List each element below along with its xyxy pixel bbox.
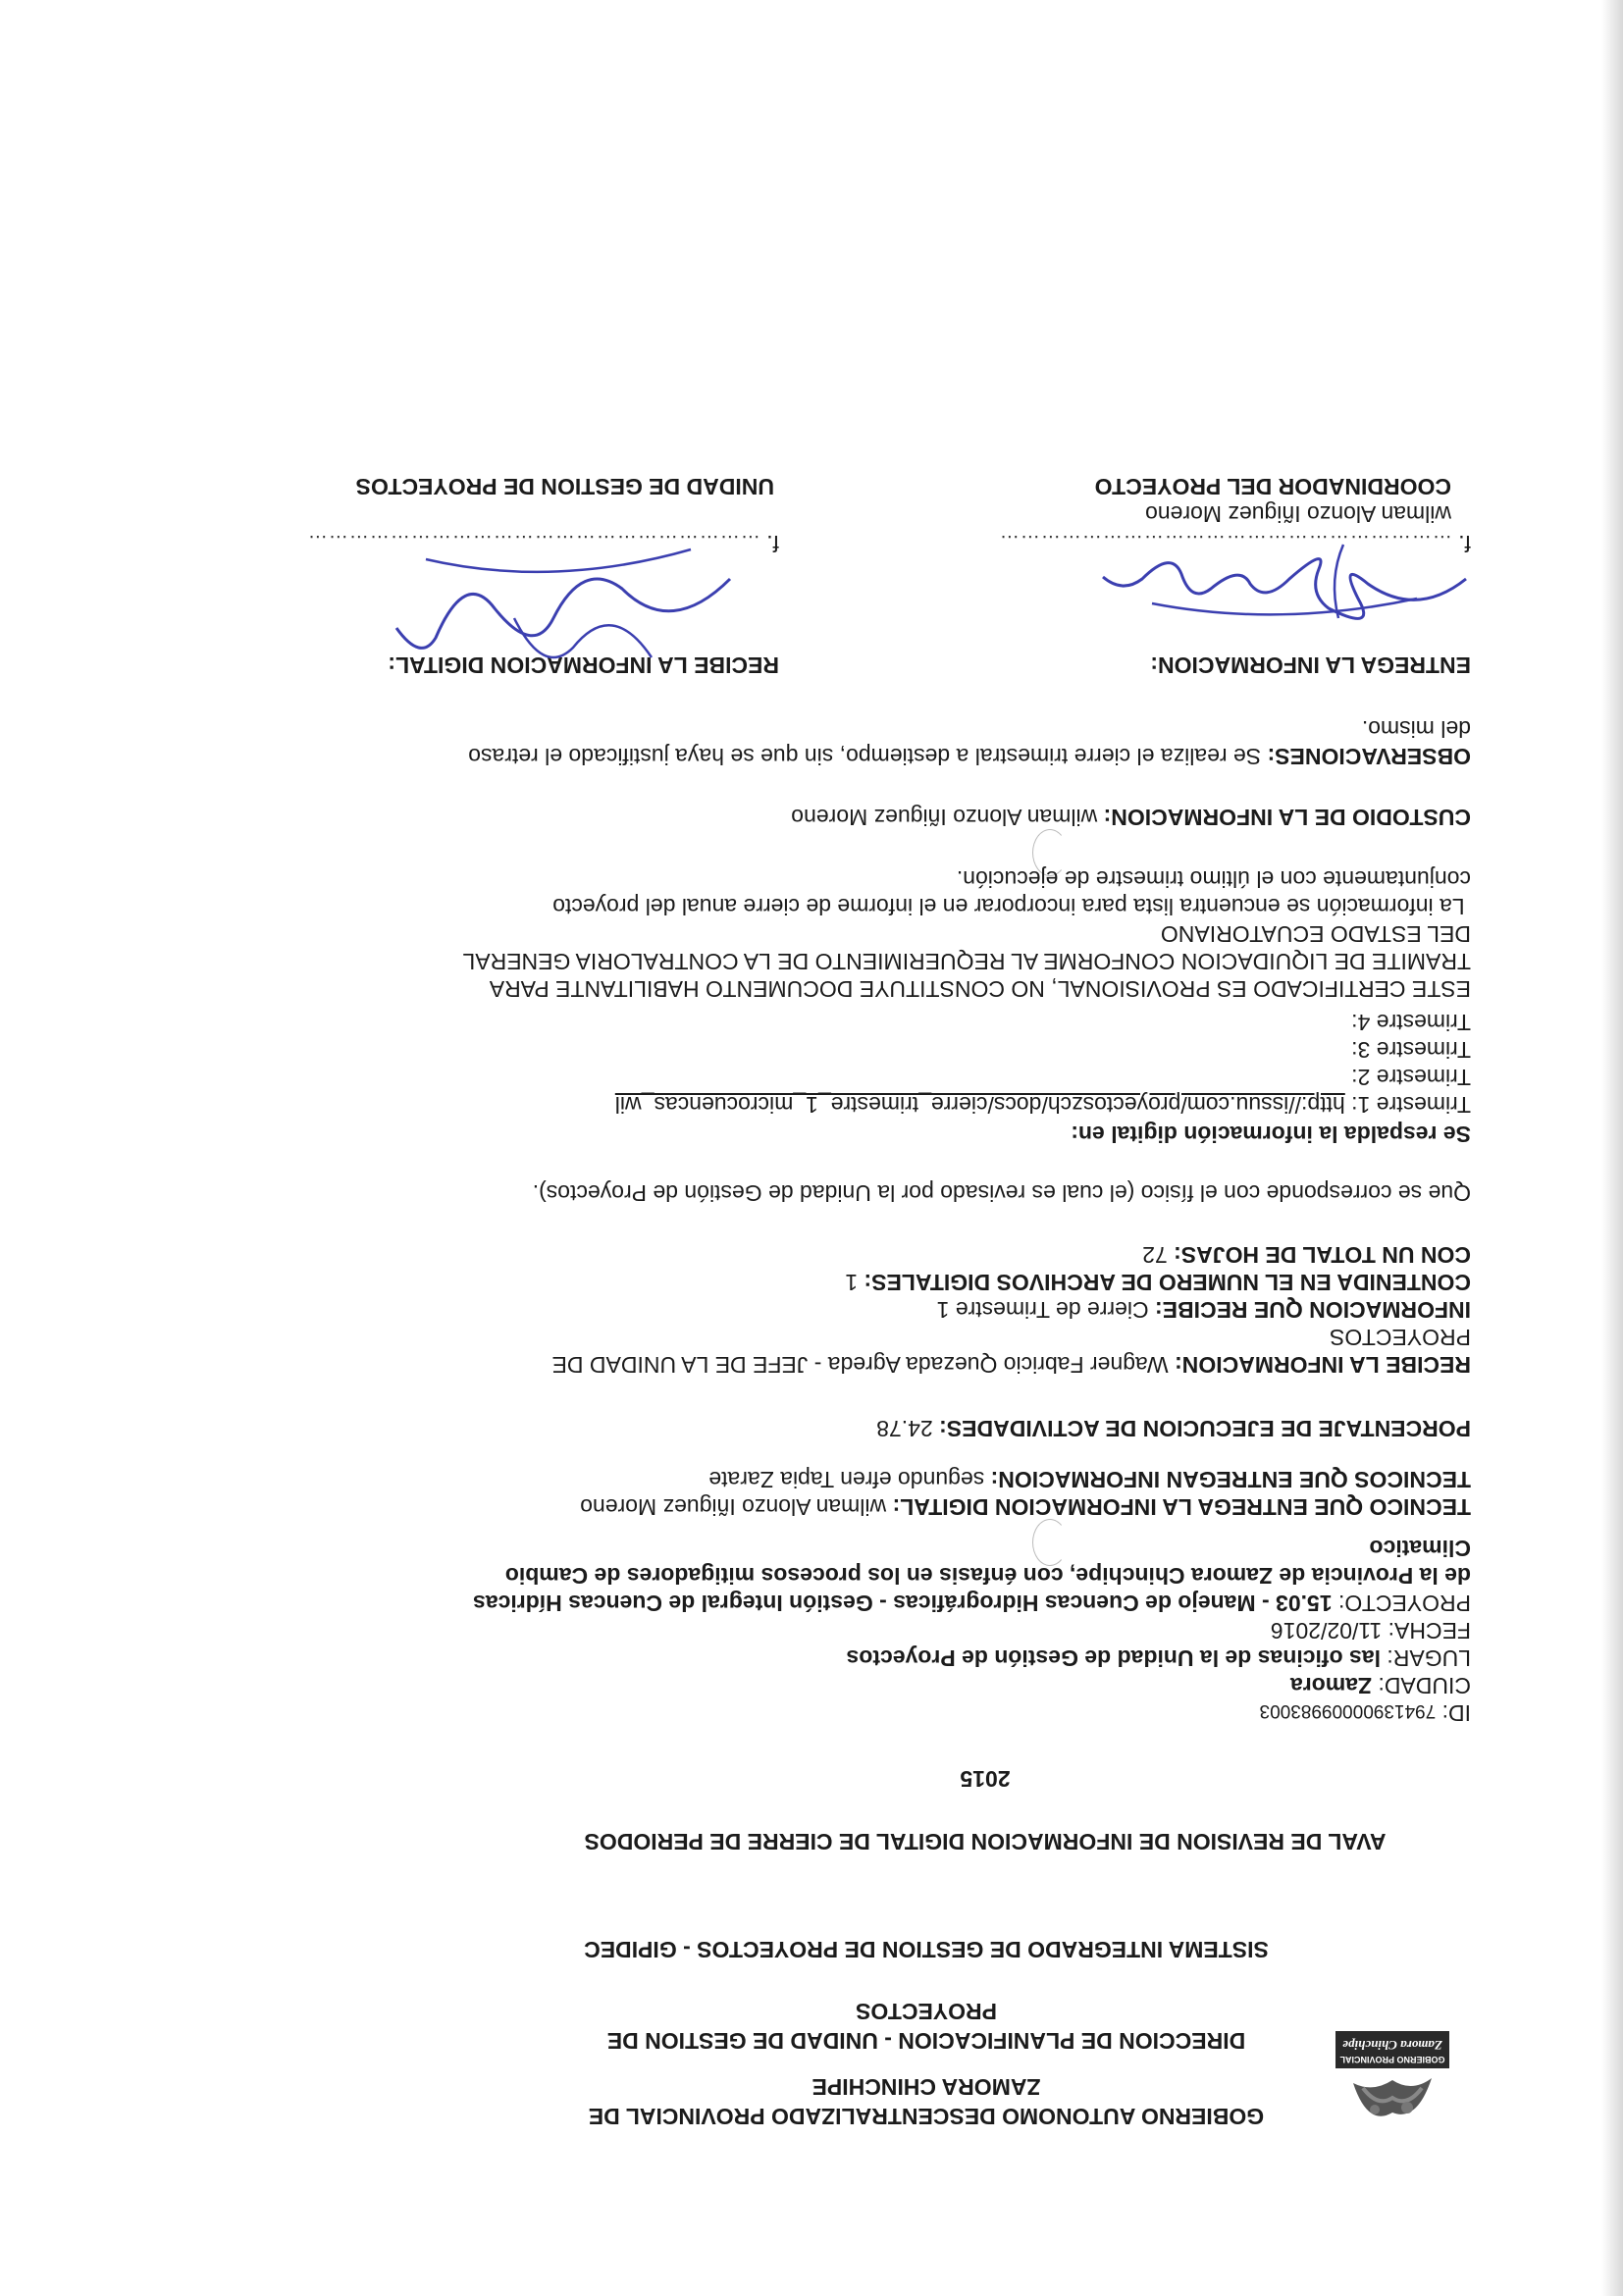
direction-line-1: DIRECCION DE PLANIFICACION - UNIDAD DE GESTION DE <box>606 2028 1246 2054</box>
corresponde-text: Que se corresponde con el físico (el cual es revisado por la Unidad de Gestión de Proyectos). <box>532 1180 1471 1206</box>
custodio-value: wilman Alonzo Iñiguez Moreno <box>791 805 1098 830</box>
logo-text-top: GOBIERNO PROVINCIAL <box>1339 2055 1445 2064</box>
recibe-digital-heading: RECIBE LA INFORMACION DIGITAL: <box>388 652 779 678</box>
id-label: ID: <box>1441 1700 1471 1726</box>
ciudad-label: CIUDAD: <box>1378 1673 1471 1698</box>
document-title: AVAL DE REVISION DE INFORMACION DIGITAL DE CIERRE DE PERIODOS <box>584 1829 1387 1854</box>
hojas-line <box>1142 1241 1471 1269</box>
hojas-label: CON UN TOTAL DE HOJAS: <box>1174 1242 1471 1268</box>
logo-block <box>1334 2027 1451 2137</box>
respalda-heading: Se respalda la información digital en: <box>1071 1122 1471 1147</box>
entrega-f: f. <box>1458 531 1471 556</box>
tecnicos-label: TECNICOS QUE ENTREGAN INFORMACION: <box>990 1467 1471 1492</box>
trimestre-1-line <box>615 1091 1471 1119</box>
id-value: 79413900009983003 <box>1259 1700 1437 1721</box>
contenida-value: 1 <box>845 1270 859 1295</box>
trimestre-1-label: Trimestre 1: <box>1351 1092 1471 1118</box>
proyecto-line-1 <box>473 1590 1471 1617</box>
proyecto-value-3: Climatico <box>1369 1536 1471 1561</box>
fecha-line <box>1271 1617 1471 1644</box>
porcentaje-label: PORCENTAJE DE EJECUCION DE ACTIVIDADES: <box>939 1416 1471 1441</box>
proyecto-label: PROYECTO: <box>1337 1591 1471 1616</box>
org-name-line-2: ZAMORA CHINCHIPE <box>812 2074 1041 2100</box>
id-line <box>1260 1696 1471 1727</box>
recibe-f: f. <box>766 531 779 556</box>
lugar-label: LUGAR: <box>1387 1645 1471 1671</box>
observaciones-label: OBSERVACIONES: <box>1267 744 1471 769</box>
entrega-role: COORDINADOR DEL PROYECTO <box>1094 474 1451 499</box>
ciudad-line <box>1290 1672 1471 1699</box>
lugar-value: las oficinas de la Unidad de Gestión de Proyectos <box>846 1645 1381 1671</box>
recibe-value-1: Wagner Fabricio Quezada Agreda - JEFE DE LA UNIDAD DE <box>551 1352 1169 1378</box>
recibe-handwritten-signature <box>338 540 750 677</box>
tecnico-value: wilman Alonzo Iñiguez Moreno <box>580 1494 887 1520</box>
certificado-line-5: conjuntamente con el último trimestre de ejecución. <box>956 866 1471 892</box>
system-name: SISTEMA INTEGRADO DE GESTION DE PROYECTOS - GIPIDEC <box>584 1937 1269 1962</box>
certificado-line-1: ESTE CERTIFICADO ES PROVISIONAL, NO CONSTITUYE DOCUMENTO HABILITANTE PARA <box>489 976 1471 1002</box>
certificado-line-3: DEL ESTADO ECUATORIANO <box>1160 921 1471 947</box>
observaciones-value-1: Se realiza el cierre trimestral a destiempo, sin que se haya justificado el retraso <box>468 744 1262 769</box>
document-year: 2015 <box>960 1766 1011 1792</box>
entrega-heading: ENTREGA LA INFORMACION: <box>1150 652 1471 678</box>
contenida-label: CONTENIDA EN EL NUMERO DE ARCHIVOS DIGITALES: <box>864 1270 1471 1295</box>
certificado-line-4: La información se encuentra lista para incorporar en el informe de cierre anual del proyecto <box>552 894 1471 919</box>
trimestre-3-label: Trimestre 3: <box>1351 1037 1471 1063</box>
entrega-handwritten-signature <box>1024 530 1476 638</box>
logo-text-main: Zamora Chinchipe <box>1342 2038 1442 2053</box>
hojas-value: 72 <box>1142 1242 1168 1268</box>
info-line <box>937 1296 1471 1324</box>
trimestre-1-link[interactable]: http://issuu.com/proyectoszch/docs/cierre_trimestre_1_microcuencas_wil <box>614 1092 1345 1118</box>
direction-line-2: PROYECTOS <box>856 1999 997 2024</box>
tecnicos-value: segundo efren Tapia Zarate <box>708 1467 985 1492</box>
proyecto-value-1: 15.03 - Manejo de Cuencas Hidrográficas - Gestión Integral de Cuencas Hídricas <box>473 1591 1333 1616</box>
fecha-value: 11/02/2016 <box>1270 1618 1383 1644</box>
info-label: INFORMACION QUE RECIBE: <box>1155 1297 1471 1323</box>
tecnico-line <box>580 1493 1471 1521</box>
entrega-dotted-line: ………………………………………………………… <box>998 531 1452 552</box>
observaciones-line-1 <box>468 743 1471 770</box>
custodio-line <box>791 804 1471 831</box>
entrega-name: wilman Alonzo Iñiguez Moreno <box>1145 501 1451 527</box>
trimestre-4-label: Trimestre 4: <box>1351 1010 1471 1035</box>
contenida-line <box>845 1269 1471 1296</box>
tecnico-label: TECNICO QUE ENTREGA LA INFORMACION DIGITAL: <box>892 1494 1471 1520</box>
porcentaje-line <box>876 1415 1471 1442</box>
recibe-value-2: PROYECTOS <box>1330 1325 1471 1350</box>
trimestre-2-label: Trimestre 2: <box>1351 1065 1471 1090</box>
observaciones-value-2: del mismo. <box>1361 716 1471 742</box>
lugar-line <box>846 1644 1471 1672</box>
recibe-label: RECIBE LA INFORMACION: <box>1175 1352 1471 1378</box>
certificado-line-2: TRAMITE DE LIQUIDACION CONFORME AL REQUERIMIENTO DE LA CONTRALORIA GENERAL <box>462 949 1471 974</box>
custodio-label: CUSTODIO DE LA INFORMACION: <box>1103 805 1471 830</box>
proyecto-value-2: de la Provincia de Zamora Chinchipe, con énfasis en los procesos mitigadores de Cambio <box>504 1563 1471 1589</box>
tecnicos-line <box>708 1466 1471 1493</box>
info-value: Cierre de Trimestre 1 <box>936 1297 1149 1323</box>
recibe-line-1 <box>552 1351 1471 1379</box>
ciudad-value: Zamora <box>1289 1673 1373 1698</box>
org-name-line-1: GOBIERNO AUTONOMO DESCENTRALIZADO PROVINCIAL DE <box>588 2104 1265 2129</box>
fecha-label: FECHA: <box>1387 1618 1471 1644</box>
recibe-dotted-line: ………………………………………………………… <box>306 531 760 552</box>
porcentaje-value: 24.78 <box>876 1416 933 1441</box>
recibe-role: UNIDAD DE GESTION DE PROYECTOS <box>355 474 774 499</box>
